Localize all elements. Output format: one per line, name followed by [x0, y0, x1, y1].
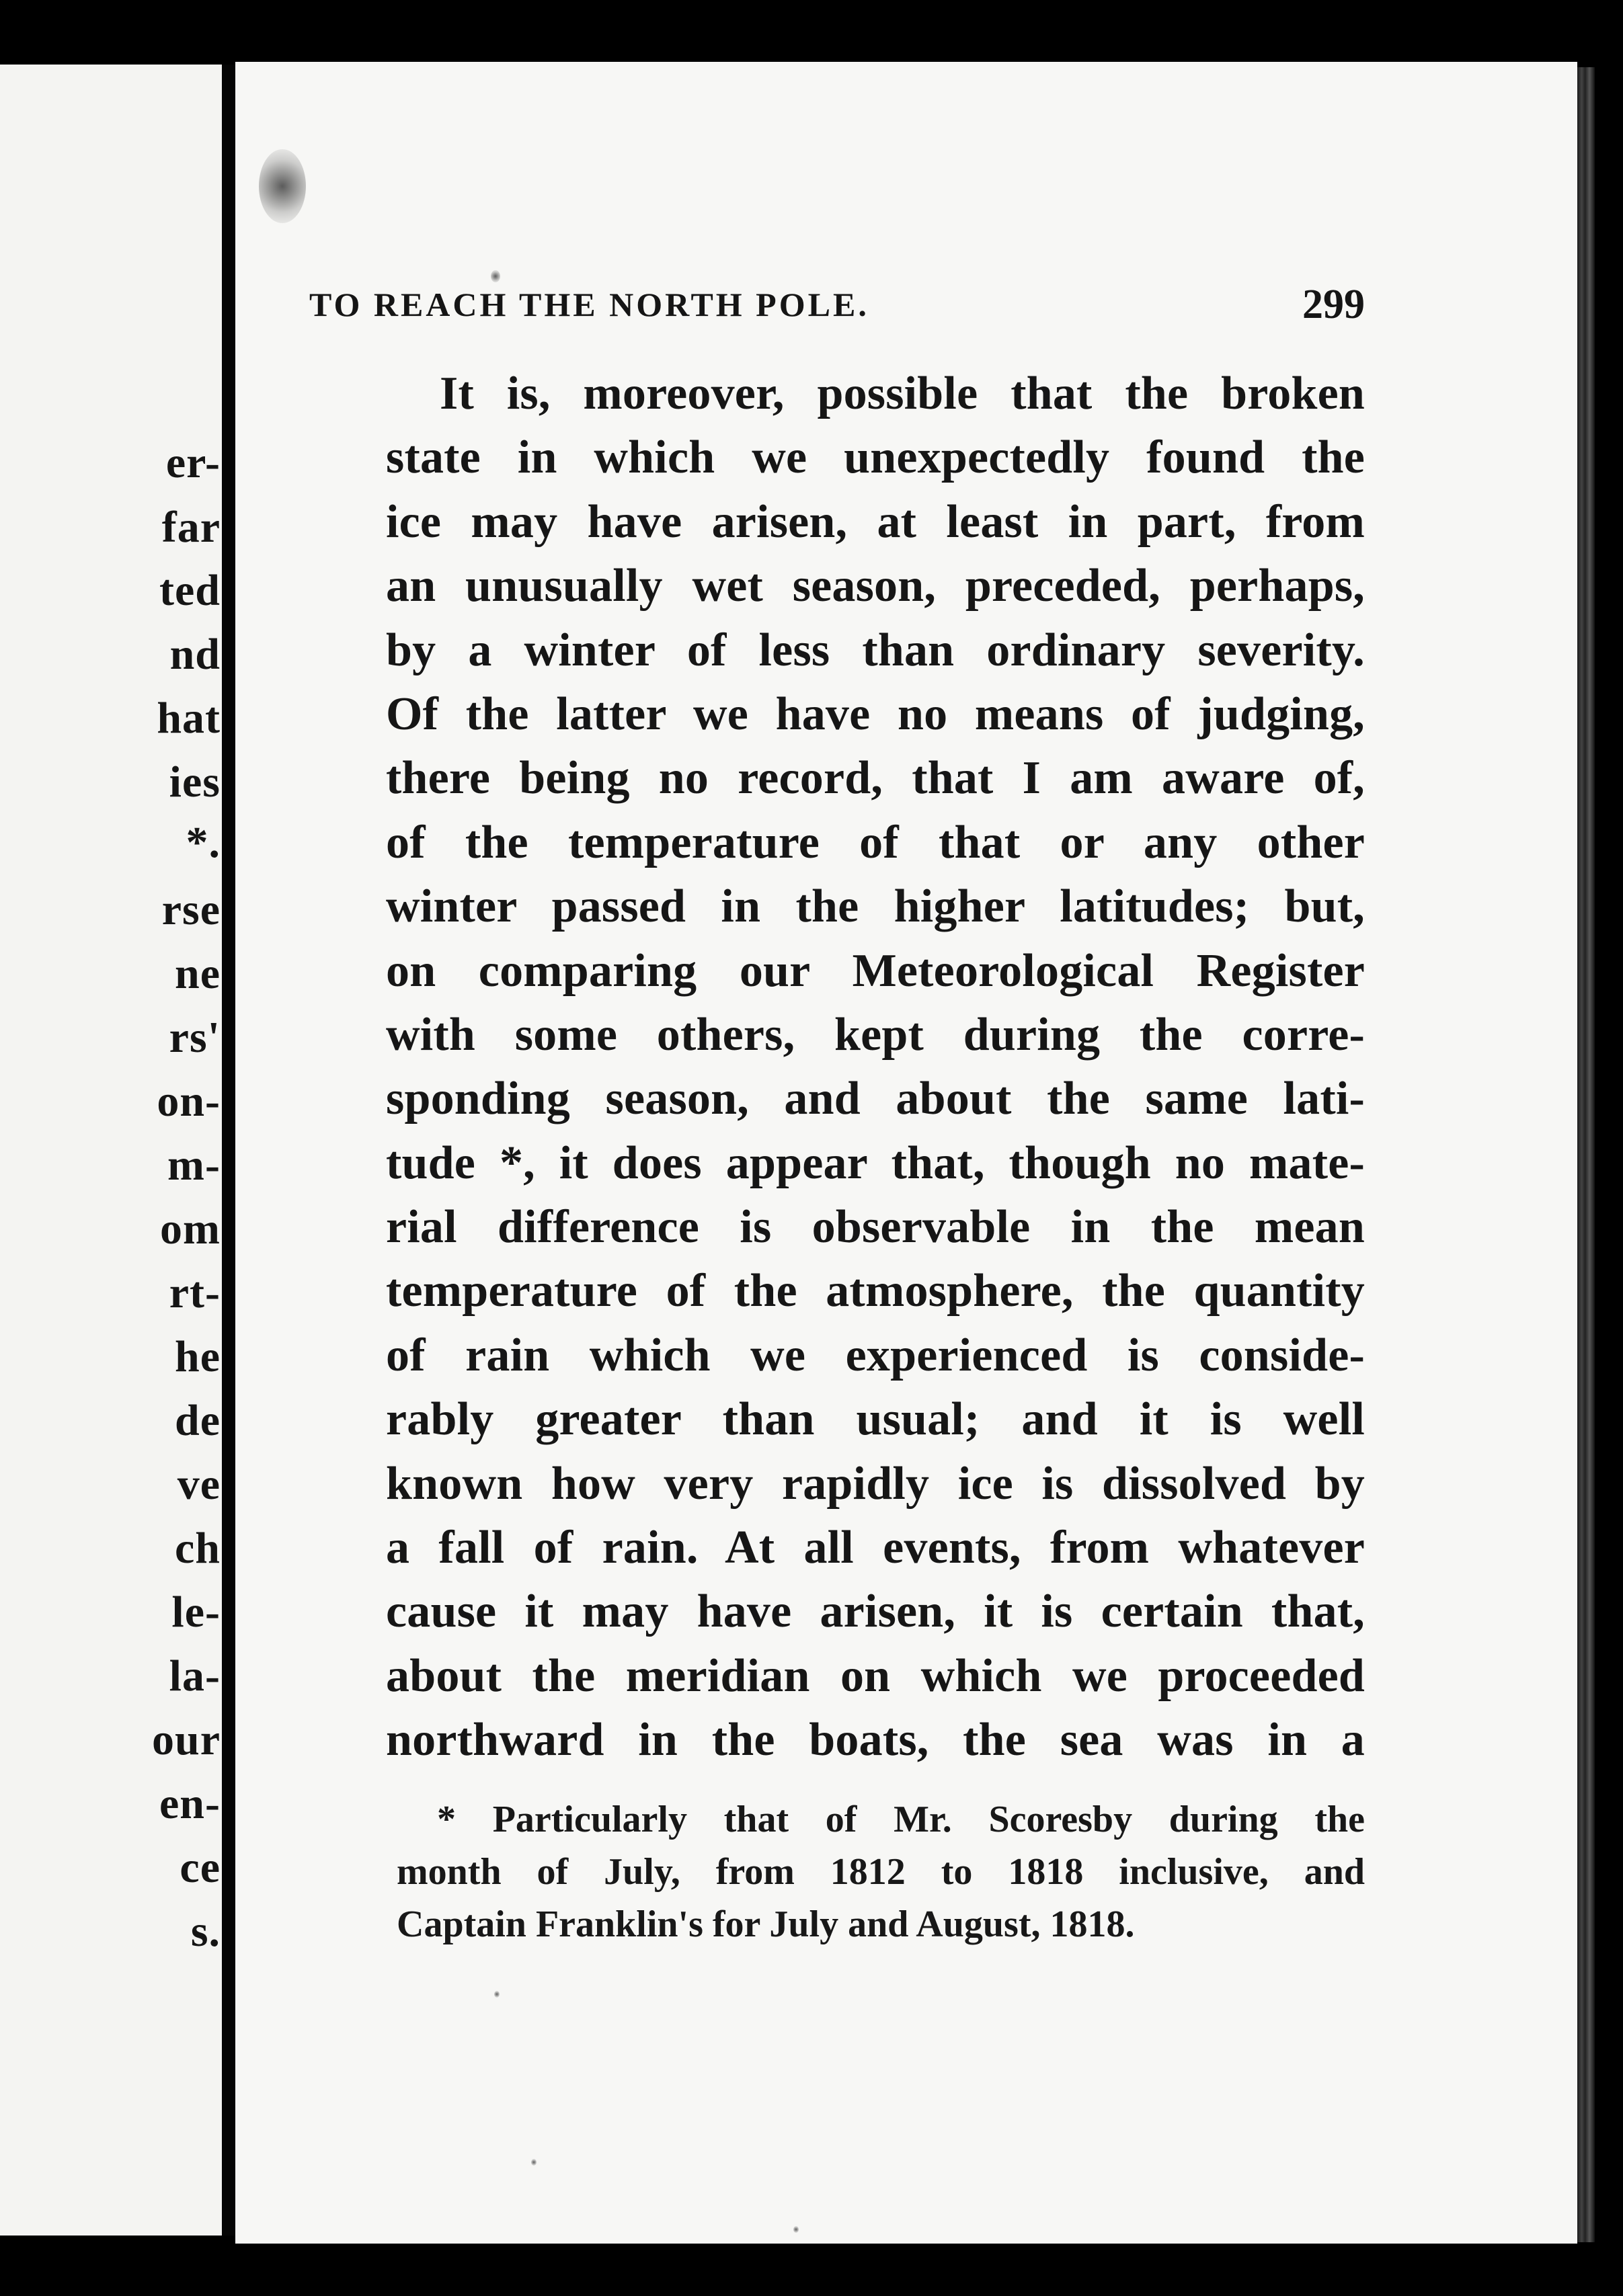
- text-line: an unusually wet season, preceded, perhaps,: [386, 560, 1365, 612]
- text-line: sponding season, and about the same lati-: [386, 1073, 1365, 1125]
- left-page-fragment: ne: [175, 949, 221, 998]
- footnote-line: month of July, from 1812 to 1818 inclusive, and: [397, 1851, 1365, 1893]
- text-line: temperature of the atmosphere, the quantity: [386, 1265, 1365, 1317]
- left-page-fragment: far: [161, 503, 221, 552]
- left-page-fragment: our: [152, 1715, 221, 1764]
- running-title: TO REACH THE NORTH POLE.: [309, 286, 869, 323]
- left-page-fragment: rt-: [169, 1268, 221, 1317]
- left-page-fragment: s.: [190, 1907, 221, 1956]
- text-line: It is, moreover, possible that the broken: [440, 368, 1365, 419]
- text-line: on comparing our Meteorological Register: [386, 944, 1365, 997]
- paper-speck: [494, 1991, 500, 1998]
- footnote: [397, 1793, 1365, 1951]
- text-line: northward in the boats, the sea was in a: [386, 1714, 1365, 1766]
- text-line: of rain which we experienced is conside-: [386, 1329, 1365, 1381]
- text-line: cause it may have arisen, it is certain that,: [386, 1586, 1365, 1638]
- previous-page-edge: [0, 65, 222, 2236]
- left-page-fragment: ch: [175, 1524, 221, 1573]
- left-page-fragment: en-: [159, 1779, 221, 1828]
- footnote-line: Captain Franklin's for July and August, 1818.: [397, 1903, 1135, 1945]
- left-page-fragment: rse: [161, 885, 221, 934]
- paper-speck: [793, 2226, 799, 2233]
- text-line: of the temperature of that or any other: [386, 816, 1365, 868]
- text-line: by a winter of less than ordinary severity.: [386, 624, 1365, 676]
- text-line: ice may have arisen, at least in part, from: [386, 495, 1365, 548]
- text-line: state in which we unexpectedly found the: [386, 432, 1365, 484]
- left-page-fragment: he: [175, 1332, 221, 1381]
- text-line: tude *, it does appear that, though no mate-: [386, 1137, 1365, 1189]
- book-gutter: [222, 65, 235, 2236]
- text-line: there being no record, that I am aware of,: [386, 752, 1365, 805]
- left-page-fragment: ted: [159, 566, 221, 615]
- left-page-fragment: nd: [169, 630, 221, 679]
- text-line: winter passed in the higher latitudes; but,: [386, 880, 1365, 933]
- text-line: rial difference is observable in the mean: [386, 1201, 1365, 1254]
- left-page-fragment: hat: [157, 694, 221, 743]
- left-page-fragment: er-: [165, 438, 221, 487]
- left-page-fragment: om: [160, 1204, 221, 1254]
- left-page-fragment: ve: [177, 1460, 221, 1509]
- paper-stain: [259, 149, 306, 223]
- text-line: about the meridian on which we proceeded: [386, 1649, 1365, 1702]
- page-number: 299: [1302, 282, 1365, 327]
- left-page-fragment: ce: [180, 1843, 221, 1892]
- text-line: a fall of rain. At all events, from whatever: [386, 1522, 1365, 1574]
- left-page-fragment: *.: [186, 818, 221, 867]
- text-line: with some others, kept during the corre-: [386, 1008, 1365, 1061]
- page-block-edge: [1577, 67, 1595, 2242]
- running-head: [309, 281, 1365, 328]
- left-page-fragment: ies: [169, 757, 221, 807]
- left-page-fragment: le-: [171, 1588, 221, 1637]
- left-page-fragment: la-: [169, 1651, 221, 1700]
- left-page-fragment: de: [175, 1396, 221, 1445]
- left-page-fragment: m-: [167, 1141, 221, 1190]
- text-line: known how very rapidly ice is dissolved by: [386, 1457, 1365, 1510]
- footnote-line: * Particularly that of Mr. Scoresby during the: [437, 1799, 1365, 1840]
- body-text: [386, 362, 1365, 1772]
- paper-speck: [531, 2159, 537, 2166]
- left-page-fragment: on-: [157, 1077, 221, 1126]
- text-line: rably greater than usual; and it is well: [386, 1393, 1365, 1446]
- text-line: Of the latter we have no means of judging,: [386, 688, 1365, 740]
- left-page-fragment: rs': [169, 1013, 221, 1062]
